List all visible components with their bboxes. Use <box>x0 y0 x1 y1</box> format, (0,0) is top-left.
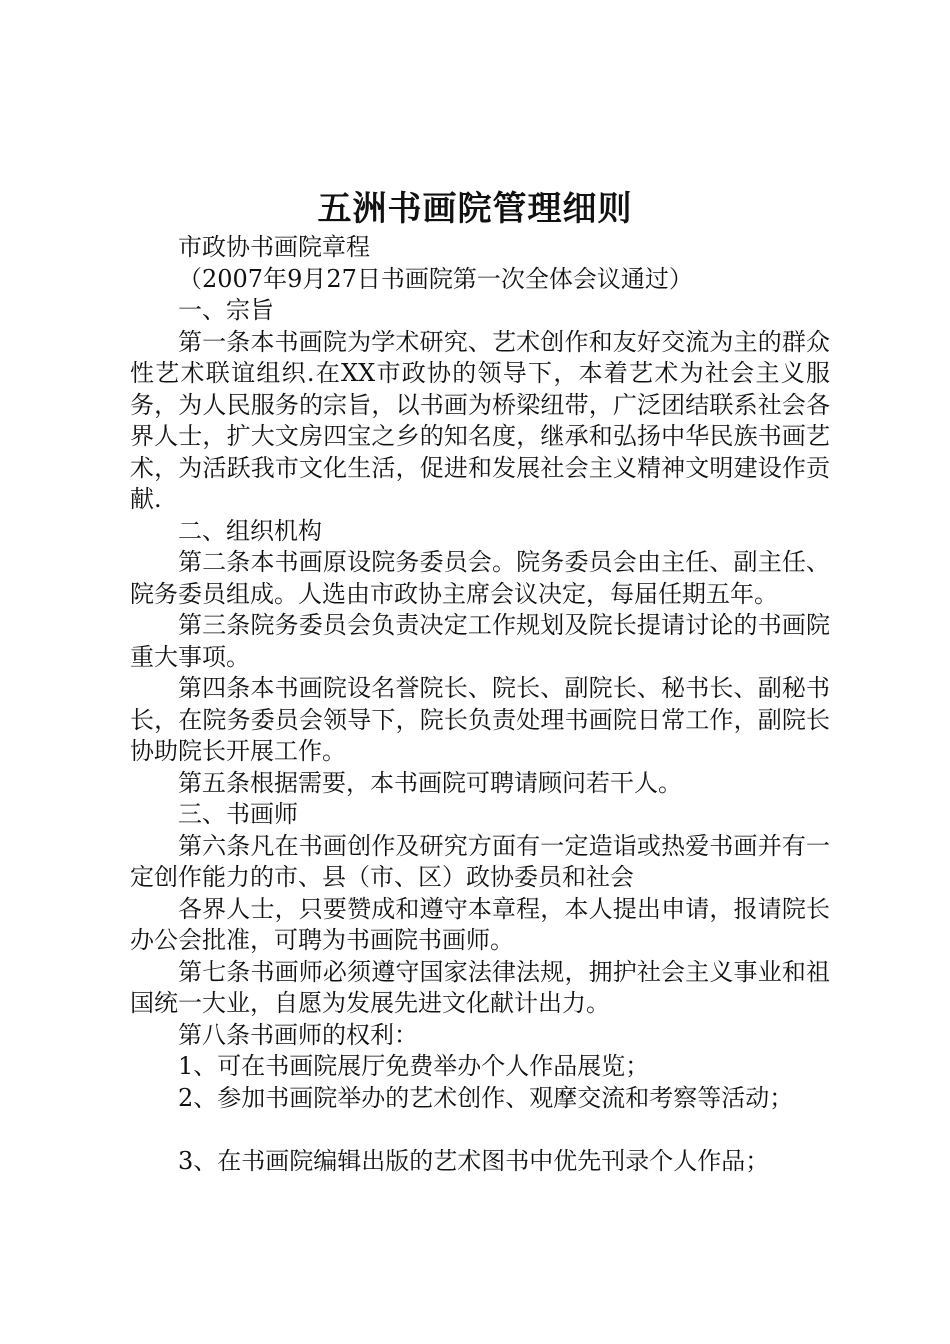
section-heading-purpose: 一、宗旨 <box>178 296 274 324</box>
article-2: 第二条本书画原设院务委员会。院务委员会由主任、副主任、院务委员组成。人选由市政协主席会议决定，每届任期五年。 <box>130 548 830 608</box>
article-6-continued: 各界人士，只要赞成和遵守本章程，本人提出申请，报请院长办公会批准，可聘为书画院书画师。 <box>130 894 830 954</box>
article-5: 第五条根据需要，本书画院可聘请顾问若干人。 <box>178 768 682 797</box>
document-body <box>130 232 830 1178</box>
section-heading-artists: 三、书画师 <box>178 800 298 828</box>
right-item-2: 2、参加书画院举办的艺术创作、观摩交流和考察等活动； <box>178 1083 794 1112</box>
section-heading-organization: 二、组织机构 <box>178 516 322 545</box>
paragraph-adoption-note: （2007年9月27日书画院第一次全体会议通过） <box>178 264 693 293</box>
article-4: 第四条本书画院设名誉院长、院长、副院长、秘书长、副秘书长，在院务委员会领导下，院长负责处理书画院日常工作，副院长协助院长开展工作。 <box>130 674 830 765</box>
article-6: 第六条凡在书画创作及研究方面有一定造诣或热爱书画并有一定创作能力的市、县（市、区）政协委员和社会 <box>130 831 830 891</box>
right-item-3: 3、在书画院编辑出版的艺术图书中优先刊录个人作品； <box>178 1147 770 1175</box>
article-1: 第一条本书画院为学术研究、艺术创作和友好交流为主的群众性艺术联谊组织.在XX市政协的领导下，本着艺术为社会主义服务，为人民服务的宗旨，以书画为桥梁纽带，广泛团结联系社会各界人士，扩大文房四宝之乡的知名度，继承和弘扬中华民族书画艺术，为活跃我市文化生活，促进和发展社会主义精神文明建设作贡献. <box>130 327 830 513</box>
article-3: 第三条院务委员会负责决定工作规划及院长提请讨论的书画院重大事项。 <box>130 611 830 671</box>
article-8: 第八条书画师的权利： <box>178 1020 418 1049</box>
article-7: 第七条书画师必须遵守国家法律法规，拥护社会主义事业和祖国统一大业，自愿为发展先进文化献计出力。 <box>130 957 830 1017</box>
document-title: 五洲书画院管理细则 <box>317 189 633 229</box>
paragraph-charter-name: 市政协书画院章程 <box>178 233 370 261</box>
right-item-1: 1、可在书画院展厅免费举办个人作品展览； <box>178 1052 650 1080</box>
